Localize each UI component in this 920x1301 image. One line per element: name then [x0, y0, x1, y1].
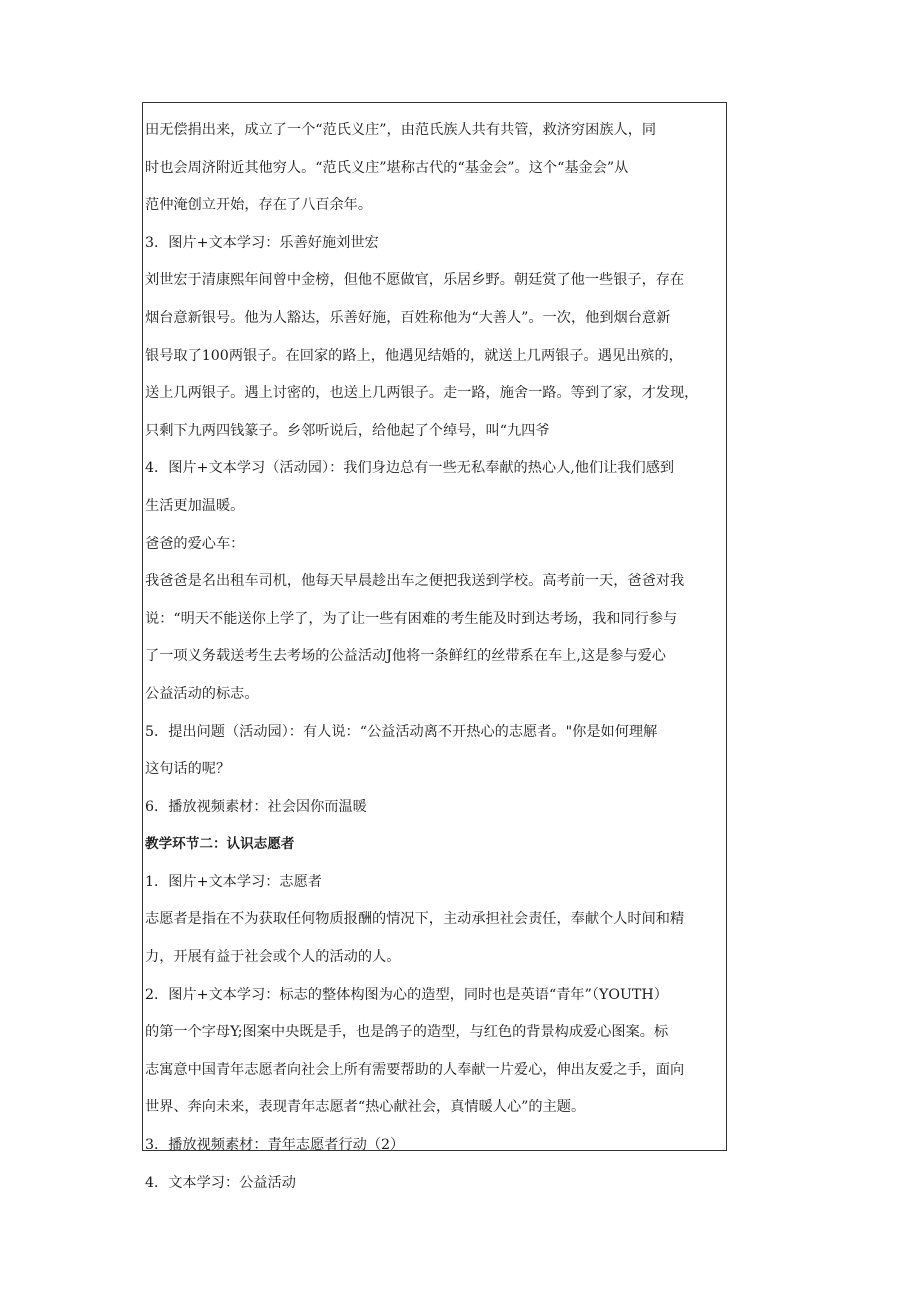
section-item-heading: 6．播放视频素材：社会因你而温暖 — [145, 798, 367, 815]
paragraph-line: 志愿者是指在不为获取任何物质报酬的情况下，主动承担社会责任，奉献个人时间和精 — [145, 911, 685, 928]
paragraph-line: 公益活动的标志。 — [145, 685, 259, 702]
paragraph-line: 刘世宏于清康熙年间曾中金榜，但他不愿做官，乐居乡野。朝廷赏了他一些银子，存在 — [145, 272, 685, 289]
paragraph-line: 银号取了100两银子。在回家的路上，他遇见结婚的，就送上几两银子。遇见出殡的， — [145, 347, 683, 364]
paragraph-line: 了一项义务载送考生去考场的公益活动J他将一条鲜红的丝带系在车上,这是参与爱心 — [145, 648, 666, 665]
paragraph-line: 的第一个字母Y;图案中央既是手，也是鸽子的造型，与红色的背景构成爱心图案。标 — [145, 1024, 669, 1041]
section-heading: 教学环节二：认识志愿者 — [145, 836, 295, 853]
paragraph-line: 力，开展有益于社会或个人的活动的人。 — [145, 949, 401, 966]
paragraph-line: 生活更加温暖。 — [145, 497, 245, 514]
document-body — [145, 112, 725, 1202]
paragraph-line: 爸爸的爱心车： — [145, 535, 245, 552]
paragraph-line: 我爸爸是名出租车司机，他每天早晨趁出车之便把我送到学校。高考前一天，爸爸对我 — [145, 573, 685, 590]
paragraph-line: 范仲淹创立开始，存在了八百余年。 — [145, 197, 373, 214]
paragraph-line: 送上几两银子。遇上讨密的，也送上几两银子。走一路，施舍一路。等到了家，才发现， — [145, 385, 699, 402]
section-item-heading: 3．播放视频素材：青年志愿者行动（2） — [145, 1137, 405, 1154]
section-item-heading: 4．文本学习：公益活动 — [145, 1174, 296, 1191]
section-item-heading: 2．图片+文本学习：标志的整体构图为心的造型，同时也是英语“青年”（YOUTH） — [145, 986, 668, 1003]
section-item-heading: 3．图片+文本学习：乐善好施刘世宏 — [145, 234, 379, 251]
paragraph-line: 只剩下九两四钱篆子。乡邻听说后，给他起了个绰号，叫“九四爷 — [145, 422, 550, 439]
paragraph-line: 这句话的呢？ — [145, 761, 231, 778]
section-item-heading: 1．图片+文本学习：志愿者 — [145, 873, 322, 890]
paragraph-line: 志寓意中国青年志愿者向社会上所有需要帮助的人奉献一片爱心，伸出友爱之手，面向 — [145, 1061, 685, 1078]
paragraph-line: 时也会周济附近其他穷人。“范氏义庄”堪称古代的“基金会”。这个“基金会”从 — [145, 159, 629, 176]
section-item-heading: 5．提出问题（活动园）：有人说：“公益活动离不开热心的志愿者。"你是如何理解 — [145, 723, 658, 740]
paragraph-line: 烟台意新银号。他为人豁达，乐善好施，百姓称他为“大善人”。一次，他到烟台意新 — [145, 309, 671, 326]
paragraph-line: 田无偿捐出来，成立了一个“范氏义庄”，由范氏族人共有共管，救济穷困族人，同 — [145, 122, 657, 138]
paragraph-line: 世界、奔向未来，表现青年志愿者“热心献社会，真情暖人心”的主题。 — [145, 1099, 586, 1116]
paragraph-line: 说：“明天不能送你上学了，为了让一些有困难的考生能及时到达考场，我和同行参与 — [145, 610, 678, 627]
section-item-heading: 4．图片+文本学习（活动园）：我们身边总有一些无私奉献的热心人,他们让我们感到 — [145, 460, 675, 477]
